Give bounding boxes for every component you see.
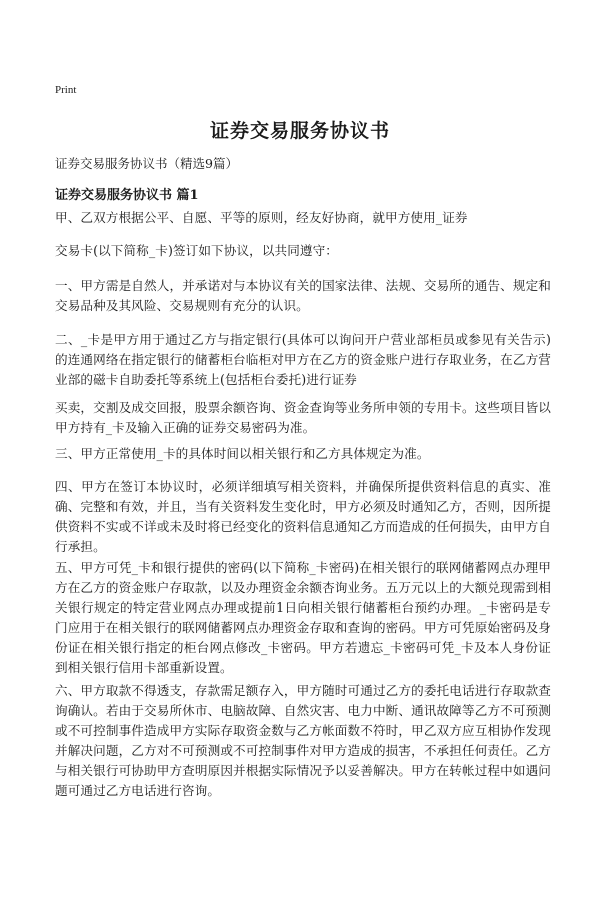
paragraph: 一、甲方需是自然人，并承诺对与本协议有关的国家法律、法规、交易所的通告、规定和交易品种及其风险、交易规则有充分的认识。 — [55, 278, 551, 313]
page-title: 证券交易服务协议书 — [209, 120, 390, 142]
paragraph: 三、甲方正常使用_卡的具体时间以相关银行和乙方具体规定为准。 — [55, 446, 430, 461]
paragraph: 甲、乙双方根据公平、自愿、平等的原则，经友好协商，就甲方使用_证券 — [55, 210, 468, 225]
paragraph: 六、甲方取款不得透支，存款需足额存入，甲方随时可通过乙方的委托电话进行存取款查询确认。若由于交易所休市、电脑故障、自然灾害、电力中断、通讯故障等乙方不可预测或不可控制事件造成甲方实际存取资金数与乙方帐面数不符时，甲乙双方应互相协作发现并解决问题，乙方对不可预测或不可控制事件对甲方造成的损害，不承担任何责任。乙方与相关银行可协助甲方查明原因并根据实际情况予以妥善解决。甲方在转帐过程中如遇问题可通过乙方电话进行咨询。 — [55, 683, 551, 798]
paragraph: 四、甲方在签订本协议时，必须详细填写相关资料，并确保所提供资料信息的真实、准确、完整和有效，并且，当有关资料发生变化时，甲方必须及时通知乙方，否则，因所提供资料不实或不详或未及时将已经变化的资料信息通知乙方而造成的任何损失，由甲方自行承担。 — [55, 479, 551, 554]
paragraph: 二、_卡是甲方用于通过乙方与指定银行(具体可以询问开户营业部柜员或参见有关告示)的连通网络在指定银行的储蓄柜台临柜对甲方在乙方的资金账户进行存取业务，在乙方营业部的磁卡自助委托等系统上(包括柜台委托)进行证券 — [55, 332, 551, 387]
paragraph: 交易卡(以下简称_卡)签订如下协议，以共同遵守： — [55, 243, 338, 258]
document-subtitle: 证券交易服务协议书（精选9篇） — [55, 156, 238, 171]
print-label[interactable]: Print — [55, 84, 77, 96]
paragraph: 买卖，交割及成交回报，股票余额咨询、资金查询等业务所申领的专用卡。这些项目皆以甲方持有_卡及输入正确的证券交易密码为准。 — [55, 400, 551, 435]
paragraph: 五、甲方可凭_卡和银行提供的密码(以下简称_卡密码)在相关银行的联网储蓄网点办理甲方在乙方的资金账户存取款，以及办理资金余额杏询业务。五万元以上的大额兑现需到相关银行规定的特定营业网点办理或提前1日向相关银行储蓄柜台预约办理。_卡密码是专门应用于在相关银行的联网储蓄网点办理资金存取和查询的密码。甲方可凭原始密码及身份证在相关银行指定的柜台网点修改_卡密码。甲方若遗忘_卡密码可凭_卡及本人身份证到相关银行信用卡部重新设置。 — [55, 560, 551, 675]
section-heading: 证券交易服务协议书 篇1 — [55, 188, 199, 203]
